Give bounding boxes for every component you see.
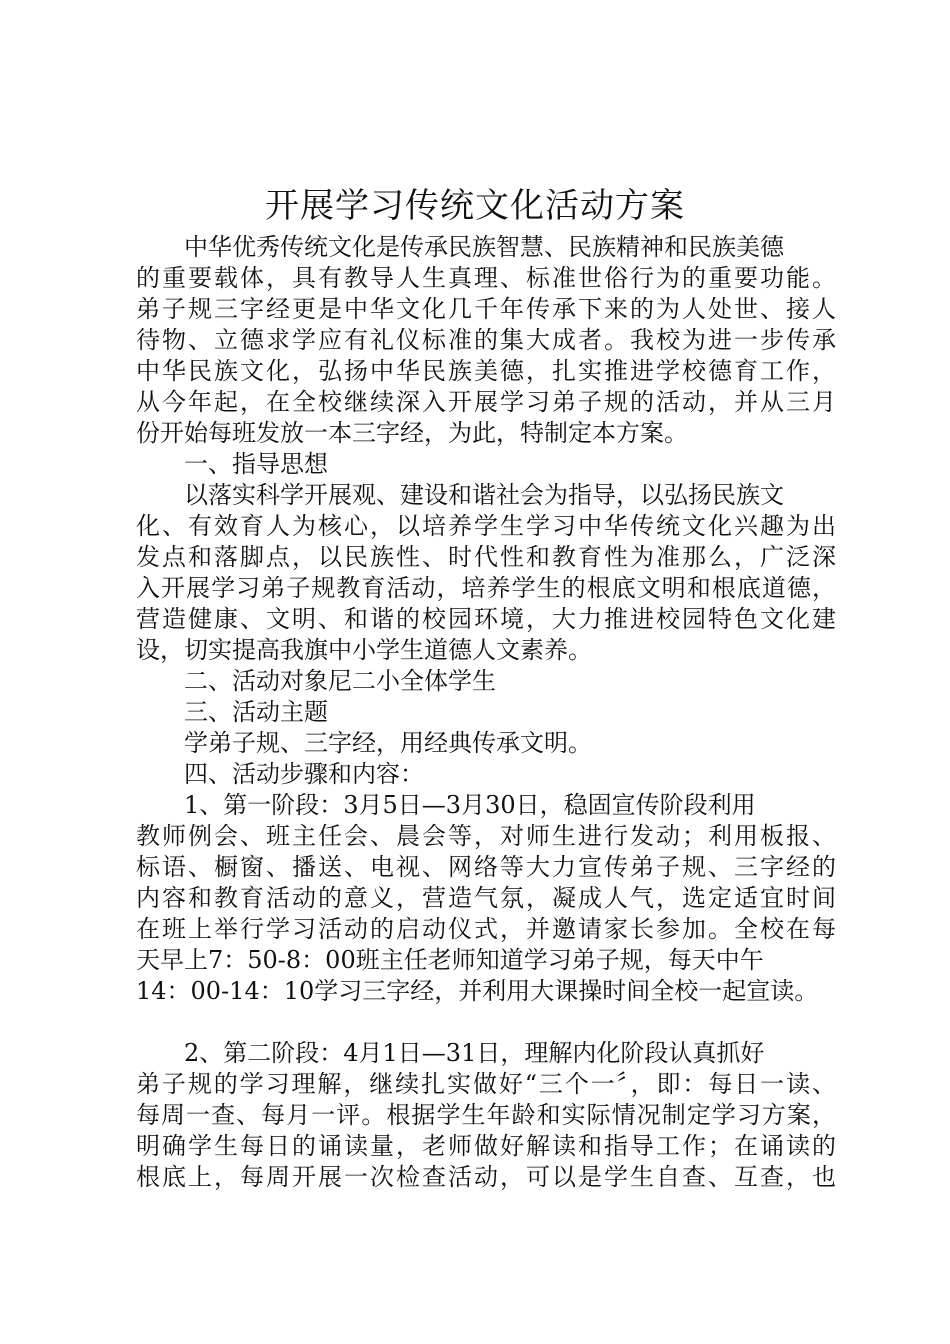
section-heading: 一、指导思想 [184, 450, 328, 478]
body-line: 标语、橱窗、播送、电视、网络等大力宣传弟子规、三字经的 [136, 853, 836, 881]
body-line: 14：00-14：10学习三字经，并利用大课操时间全校一起宣读。 [136, 977, 819, 1005]
body-line: 1、第一阶段：3月5日—3月30日，稳固宣传阶段利用 [184, 791, 756, 819]
body-line: 发点和落脚点，以民族性、时代性和教育性为准那么，广泛深 [136, 543, 836, 571]
body-line: 中华优秀传统文化是传承民族智慧、民族精神和民族美德 [184, 233, 784, 261]
body-line: 教师例会、班主任会、晨会等，对师生进行发动；利用板报、 [136, 822, 836, 850]
document-title: 开展学习传统文化活动方案 [265, 186, 685, 226]
body-line: 弟子规三字经更是中华文化几千年传承下来的为人处世、接人 [136, 295, 836, 323]
body-line: 弟子规的学习理解，继续扎实做好“三个一〞，即：每日一读、 [136, 1070, 836, 1098]
body-line: 学弟子规、三字经，用经典传承文明。 [184, 729, 592, 757]
body-line: 在班上举行学习活动的启动仪式，并邀请家长参加。全校在每 [136, 915, 836, 943]
body-line: 的重要载体，具有教导人生真理、标准世俗行为的重要功能。 [136, 264, 836, 292]
document-body [136, 232, 836, 1193]
body-line: 营造健康、文明、和谐的校园环境，大力推进校园特色文化建 [136, 605, 836, 633]
body-line: 中华民族文化，弘扬中华民族美德，扎实推进学校德育工作， [136, 357, 836, 385]
body-line: 以落实科学开展观、建设和谐社会为指导，以弘扬民族文 [184, 481, 784, 509]
body-line: 每周一查、每月一评。根据学生年龄和实际情况制定学习方案， [136, 1101, 836, 1129]
body-line: 化、有效育人为核心，以培养学生学习中华传统文化兴趣为出 [136, 512, 836, 540]
section-heading: 四、活动步骤和内容： [184, 760, 424, 788]
body-line: 份开始每班发放一本三字经，为此，特制定本方案。 [136, 419, 688, 447]
body-line: 2、第二阶段：4月1日—31日，理解内化阶段认真抓好 [184, 1039, 765, 1067]
body-line: 从今年起，在全校继续深入开展学习弟子规的活动，并从三月 [136, 388, 836, 416]
section-heading: 二、活动对象尼二小全体学生 [184, 667, 496, 695]
body-line: 根底上，每周开展一次检查活动，可以是学生自查、互查，也 [136, 1163, 836, 1191]
body-line: 设，切实提高我旗中小学生道德人文素养。 [136, 636, 592, 664]
body-line: 天早上7：50-8：00班主任老师知道学习弟子规，每天中午 [136, 946, 764, 974]
blank-line [136, 1007, 836, 1038]
body-line: 明确学生每日的诵读量，老师做好解读和指导工作；在诵读的 [136, 1132, 836, 1160]
body-line: 入开展学习弟子规教育活动，培养学生的根底文明和根底道德， [136, 574, 836, 602]
body-line: 内容和教育活动的意义，营造气氛，凝成人气，选定适宜时间 [136, 884, 836, 912]
body-line: 待物、立德求学应有礼仪标准的集大成者。我校为进一步传承 [136, 326, 836, 354]
section-heading: 三、活动主题 [184, 698, 328, 726]
